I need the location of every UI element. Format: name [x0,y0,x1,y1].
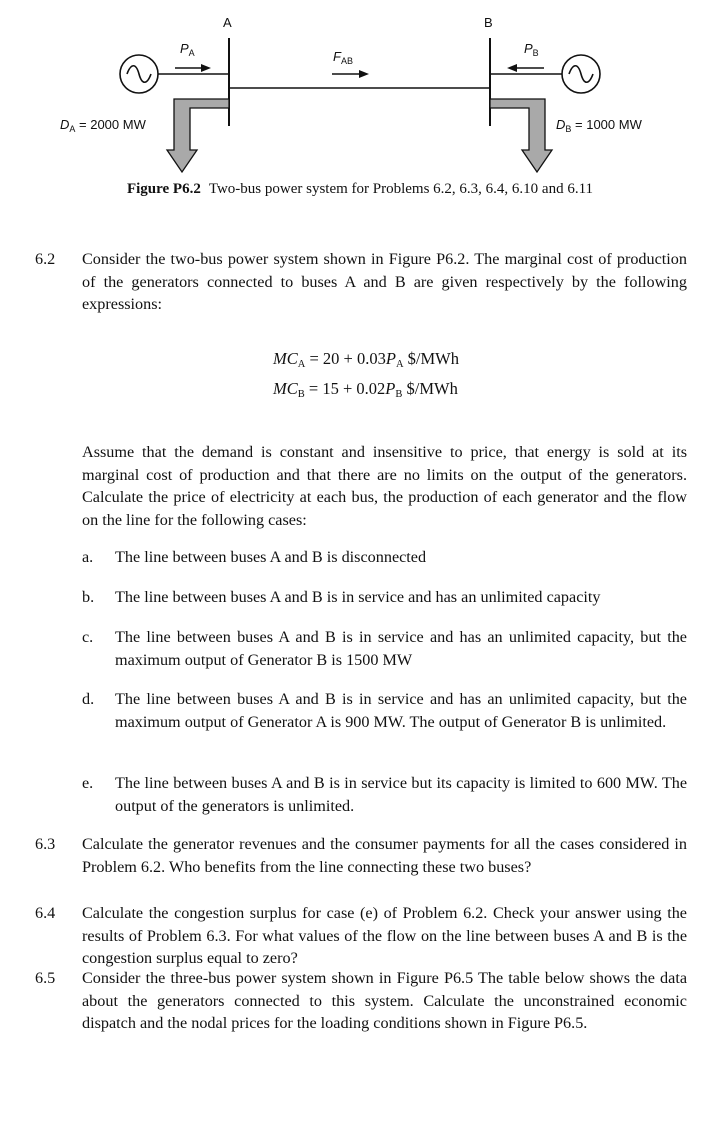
case-d [82,688,687,733]
problem-6-2 [35,248,687,316]
figure-caption-text: Two-bus power system for Problems 6.2, 6.3, 6.4, 6.10 and 6.11 [208,181,594,197]
equation-mc-a: $MC_A = 20 + 0.03P_A$ $/MWh [273,349,459,370]
case-text: The line between buses A and B is in service and has an unlimited capacity, but the maximum output of Generator B is 1500 MW [115,628,687,669]
problem-6-5 [35,967,687,1035]
problem-text: Calculate the congestion surplus for case (e) of Problem 6.2. Check your answer using the results of Problem 6.3. For what values of the flow on the line between buses A and B is the congestion surplus equal to zero? [82,904,687,967]
case-letter: b. [82,588,95,606]
fab-arrow-icon [332,70,369,78]
load-b-arrow-icon [490,99,552,172]
case-text: The line between buses A and B is in service but its capacity is limited to 600 MW. The output of the generators is unlimited. [115,774,687,815]
figure-caption-label: Figure P6.2 [126,181,201,197]
demand-a-label: $D_A = 2000$ MW [60,117,146,134]
pb-label: $P_B$ [524,41,539,58]
problem-number: 6.2 [35,250,56,268]
problem-number: 6.4 [35,904,56,922]
case-a [82,546,687,569]
load-a-arrow-icon [167,99,229,172]
generator-a-icon [120,55,229,93]
pa-arrow-icon [175,64,211,72]
demand-b-label: $D_B = 1000$ MW [556,117,642,134]
problem-number: 6.3 [35,835,56,853]
figure-caption [0,181,720,198]
fab-label: $F_{AB}$ [333,49,353,66]
case-letter: a. [82,548,94,566]
pa-label: $P_A$ [180,41,195,58]
generator-b-icon [490,55,600,93]
pb-arrow-icon [507,64,544,72]
problem-intro: Consider the two-bus power system shown in Figure P6.2. The marginal cost of production of the generators connected to buses A and B are given respectively by the following expressions: [82,250,687,313]
marginal-cost-equations [273,344,459,404]
problem-text: Consider the three-bus power system shown in Figure P6.5 The table below shows the data about the generators connected to this system. Calculate the unconstrained economic dispatch and the nodal prices for the loading conditions shown in Figure P6.5. [82,969,687,1032]
two-bus-diagram [0,0,720,205]
case-letter: c. [82,628,94,646]
bus-a-label: A [223,15,232,30]
equation-mc-b: $MC_B = 15 + 0.02P_B$ $/MWh [273,379,458,400]
bus-b-label: B [484,15,493,30]
two-bus-diagram-graphic [0,0,720,180]
problem-text: Calculate the generator revenues and the consumer payments for all the cases considered in Problem 6.2. Who benefits from the line connecting these two buses? [82,835,687,876]
case-letter: e. [82,774,94,792]
case-e [82,772,687,817]
case-c [82,626,687,671]
case-text: The line between buses A and B is in service and has an unlimited capacity [115,588,601,606]
case-letter: d. [82,690,95,708]
case-b [82,586,687,609]
problem-number: 6.5 [35,969,56,987]
assumption-paragraph: Assume that the demand is constant and insensitive to price, that energy is sold at its marginal cost of production and that there are no limits on the output of the generators. Calculate the price of electricity at each bus, the production of each generator and the flow on the line for the following cases: [82,443,687,529]
case-text: The line between buses A and B is disconnected [115,548,427,566]
case-text: The line between buses A and B is in service and has an unlimited capacity, but the maximum output of Generator A is 900 MW. The output of Generator B is unlimited. [115,690,687,731]
problem-6-3 [35,833,687,878]
problem-6-4 [35,902,687,970]
